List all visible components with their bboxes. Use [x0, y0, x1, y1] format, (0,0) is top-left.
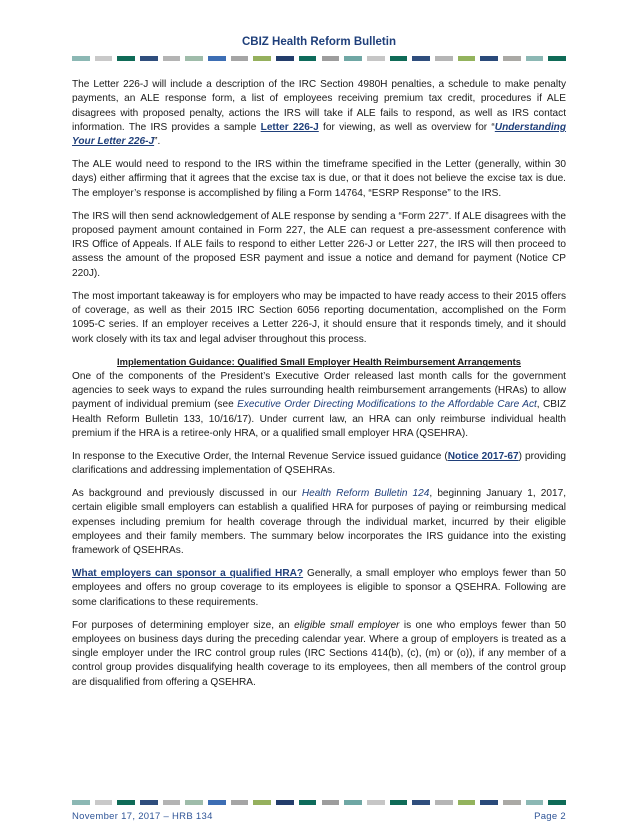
- paragraph-executive-order: One of the components of the President’s Executive Order released last month calls for the government agencies to seek ways to expand the rules surrounding health reimbursement arrangements (HRAs) to allow payment of individual premium (see Executive Order Directing Modifications to the Affordable Care Act, CBIZ Health Reform Bulletin 133, 10/16/17). Under current law, an HRA can only reimburse individual health premium if the HRA is a retiree-only HRA, or a qualified small employer HRA (QSEHRA).: [72, 370, 566, 439]
- stripe-segment: [322, 800, 340, 805]
- stripe-segment: [140, 56, 158, 61]
- footer-date: November 17, 2017 – HRB 134: [72, 811, 213, 822]
- stripe-segment: [276, 800, 294, 805]
- stripe-segment: [322, 56, 340, 61]
- notice-2017-67-link[interactable]: Notice 2017-67: [447, 450, 519, 462]
- paragraph-form-227: The IRS will then send acknowledgement of ALE response by sending a “Form 227”. If ALE disagrees with the proposed payment amount contained in Form 227, the ALE can request a pre-assessment conference with IRS Office of Appeals. If ALE fails to respond to either Letter 226-J or Letter 227, the IRS will then proceed to assess the amount of the proposed ESR payment and issue a notice and demand for payment (Notice CP 220J).: [72, 210, 566, 279]
- stripe-segment: [253, 800, 271, 805]
- stripe-segment: [548, 56, 566, 61]
- stripe-segment: [163, 56, 181, 61]
- stripe-segment: [503, 56, 521, 61]
- stripe-segment: [412, 800, 430, 805]
- stripe-segment: [185, 800, 203, 805]
- stripe-segment: [117, 800, 135, 805]
- executive-order-link[interactable]: Executive Order Directing Modifications to the Affordable Care Act: [237, 399, 537, 411]
- stripe-segment: [95, 800, 113, 805]
- stripe-segment: [208, 800, 226, 805]
- stripe-segment: [548, 800, 566, 805]
- section-heading: Implementation Guidance: Qualified Small Employer Health Reimbursement Arrangements: [117, 356, 521, 368]
- stripe-segment: [72, 56, 90, 61]
- stripe-segment: [231, 56, 249, 61]
- stripe-segment: [503, 800, 521, 805]
- stripe-segment: [390, 56, 408, 61]
- paragraph-ale-response: The ALE would need to respond to the IRS within the timeframe specified in the Letter (generally, within 30 days) either affirming that it agrees that the excise tax is due, or that it does not believe the excise tax is due. The employer’s response is accomplished by filing a Form 14764, “ESRP Response” to the IRS.: [72, 159, 566, 199]
- understanding-letter-226j-link[interactable]: Understanding Your Letter 226-J: [72, 121, 567, 148]
- page-footer: [72, 811, 566, 822]
- stripe-segment: [72, 800, 90, 805]
- stripe-segment: [231, 800, 249, 805]
- stripe-segment: [344, 800, 362, 805]
- stripe-segment: [299, 56, 317, 61]
- stripe-segment: [480, 800, 498, 805]
- stripe-segment: [526, 56, 544, 61]
- stripe-segment: [458, 56, 476, 61]
- stripe-segment: [480, 56, 498, 61]
- paragraph-eligible-sponsors: What employers can sponsor a qualified HRA? Generally, a small employer who employs fewer than 50 employees and offers no group coverage to its employees is eligible to sponsor a QSEHRA. Following are some clarifications to these requirements.: [72, 568, 566, 608]
- subheading-eligible-sponsors: What employers can sponsor a qualified HRA?: [72, 568, 304, 580]
- footer-color-stripe: [72, 800, 566, 805]
- stripe-segment: [390, 800, 408, 805]
- stripe-segment: [367, 800, 385, 805]
- stripe-segment: [458, 800, 476, 805]
- health-reform-bulletin-124-link[interactable]: Health Reform Bulletin 124: [301, 487, 430, 499]
- page-number: Page 2: [534, 811, 566, 822]
- paragraph-letter-226j: The Letter 226-J will include a description of the IRC Section 4980H penalties, a schedule to make penalty payments, an ALE response form, a list of employees receiving premium tax credit, procedures if ALE disagrees with proposed penalty, actions the IRS will take if ALE fails to respond, as well as IRS contact information. The IRS provides a sample Letter 226-J for viewing, as well as overview for “Understanding Your Letter 226-J”.: [72, 79, 567, 148]
- stripe-segment: [253, 56, 271, 61]
- stripe-segment: [435, 800, 453, 805]
- stripe-segment: [435, 56, 453, 61]
- stripe-segment: [526, 800, 544, 805]
- bulletin-body: [72, 78, 566, 699]
- stripe-segment: [299, 800, 317, 805]
- paragraph-background: As background and previously discussed in our Health Reform Bulletin 124, beginning January 1, 2017, certain eligible small employers can establish a qualified HRA for purposes of paying or reimbursing medical expenses including premium for health coverage through the individual market, incurred by their eligible employees and their family members. The summary below incorporates the IRS guidance into the existing framework of QSEHRAs.: [72, 487, 566, 557]
- stripe-segment: [117, 56, 135, 61]
- header-color-stripe: [72, 56, 566, 61]
- stripe-segment: [163, 800, 181, 805]
- stripe-segment: [367, 56, 385, 61]
- stripe-segment: [412, 56, 430, 61]
- stripe-segment: [208, 56, 226, 61]
- paragraph-takeaway: The most important takeaway is for employers who may be impacted to have ready access to their 2015 offers of coverage, as well as their 2015 IRC Section 6056 reporting documentation, accomplished on the Form 1095-C series. If an employer receives a Letter 226-J, it should ensure that it responds timely, and it should work closely with its tax and legal adviser throughout this process.: [72, 290, 566, 345]
- bulletin-title: CBIZ Health Reform Bulletin: [242, 36, 396, 48]
- stripe-segment: [140, 800, 158, 805]
- paragraph-employer-size: For purposes of determining employer size, an eligible small employer is one who employs fewer than 50 employees on business days during the preceding calendar year. Where a group of employers is treated as a single employer under the IRC control group rules (IRC Sections 414(b), (c), (m) or (o)), if any member of a control group provides disqualifying health coverage to its employees, then all members of the control group are disqualified from offering a QSEHRA.: [72, 619, 567, 688]
- paragraph-irs-guidance: In response to the Executive Order, the Internal Revenue Service issued guidance (Notice 2017-67) providing clarifications and addressing implementation of QSEHRAs.: [72, 450, 567, 477]
- stripe-segment: [95, 56, 113, 61]
- stripe-segment: [344, 56, 362, 61]
- stripe-segment: [185, 56, 203, 61]
- letter-226j-link[interactable]: Letter 226-J: [260, 121, 319, 133]
- stripe-segment: [276, 56, 294, 61]
